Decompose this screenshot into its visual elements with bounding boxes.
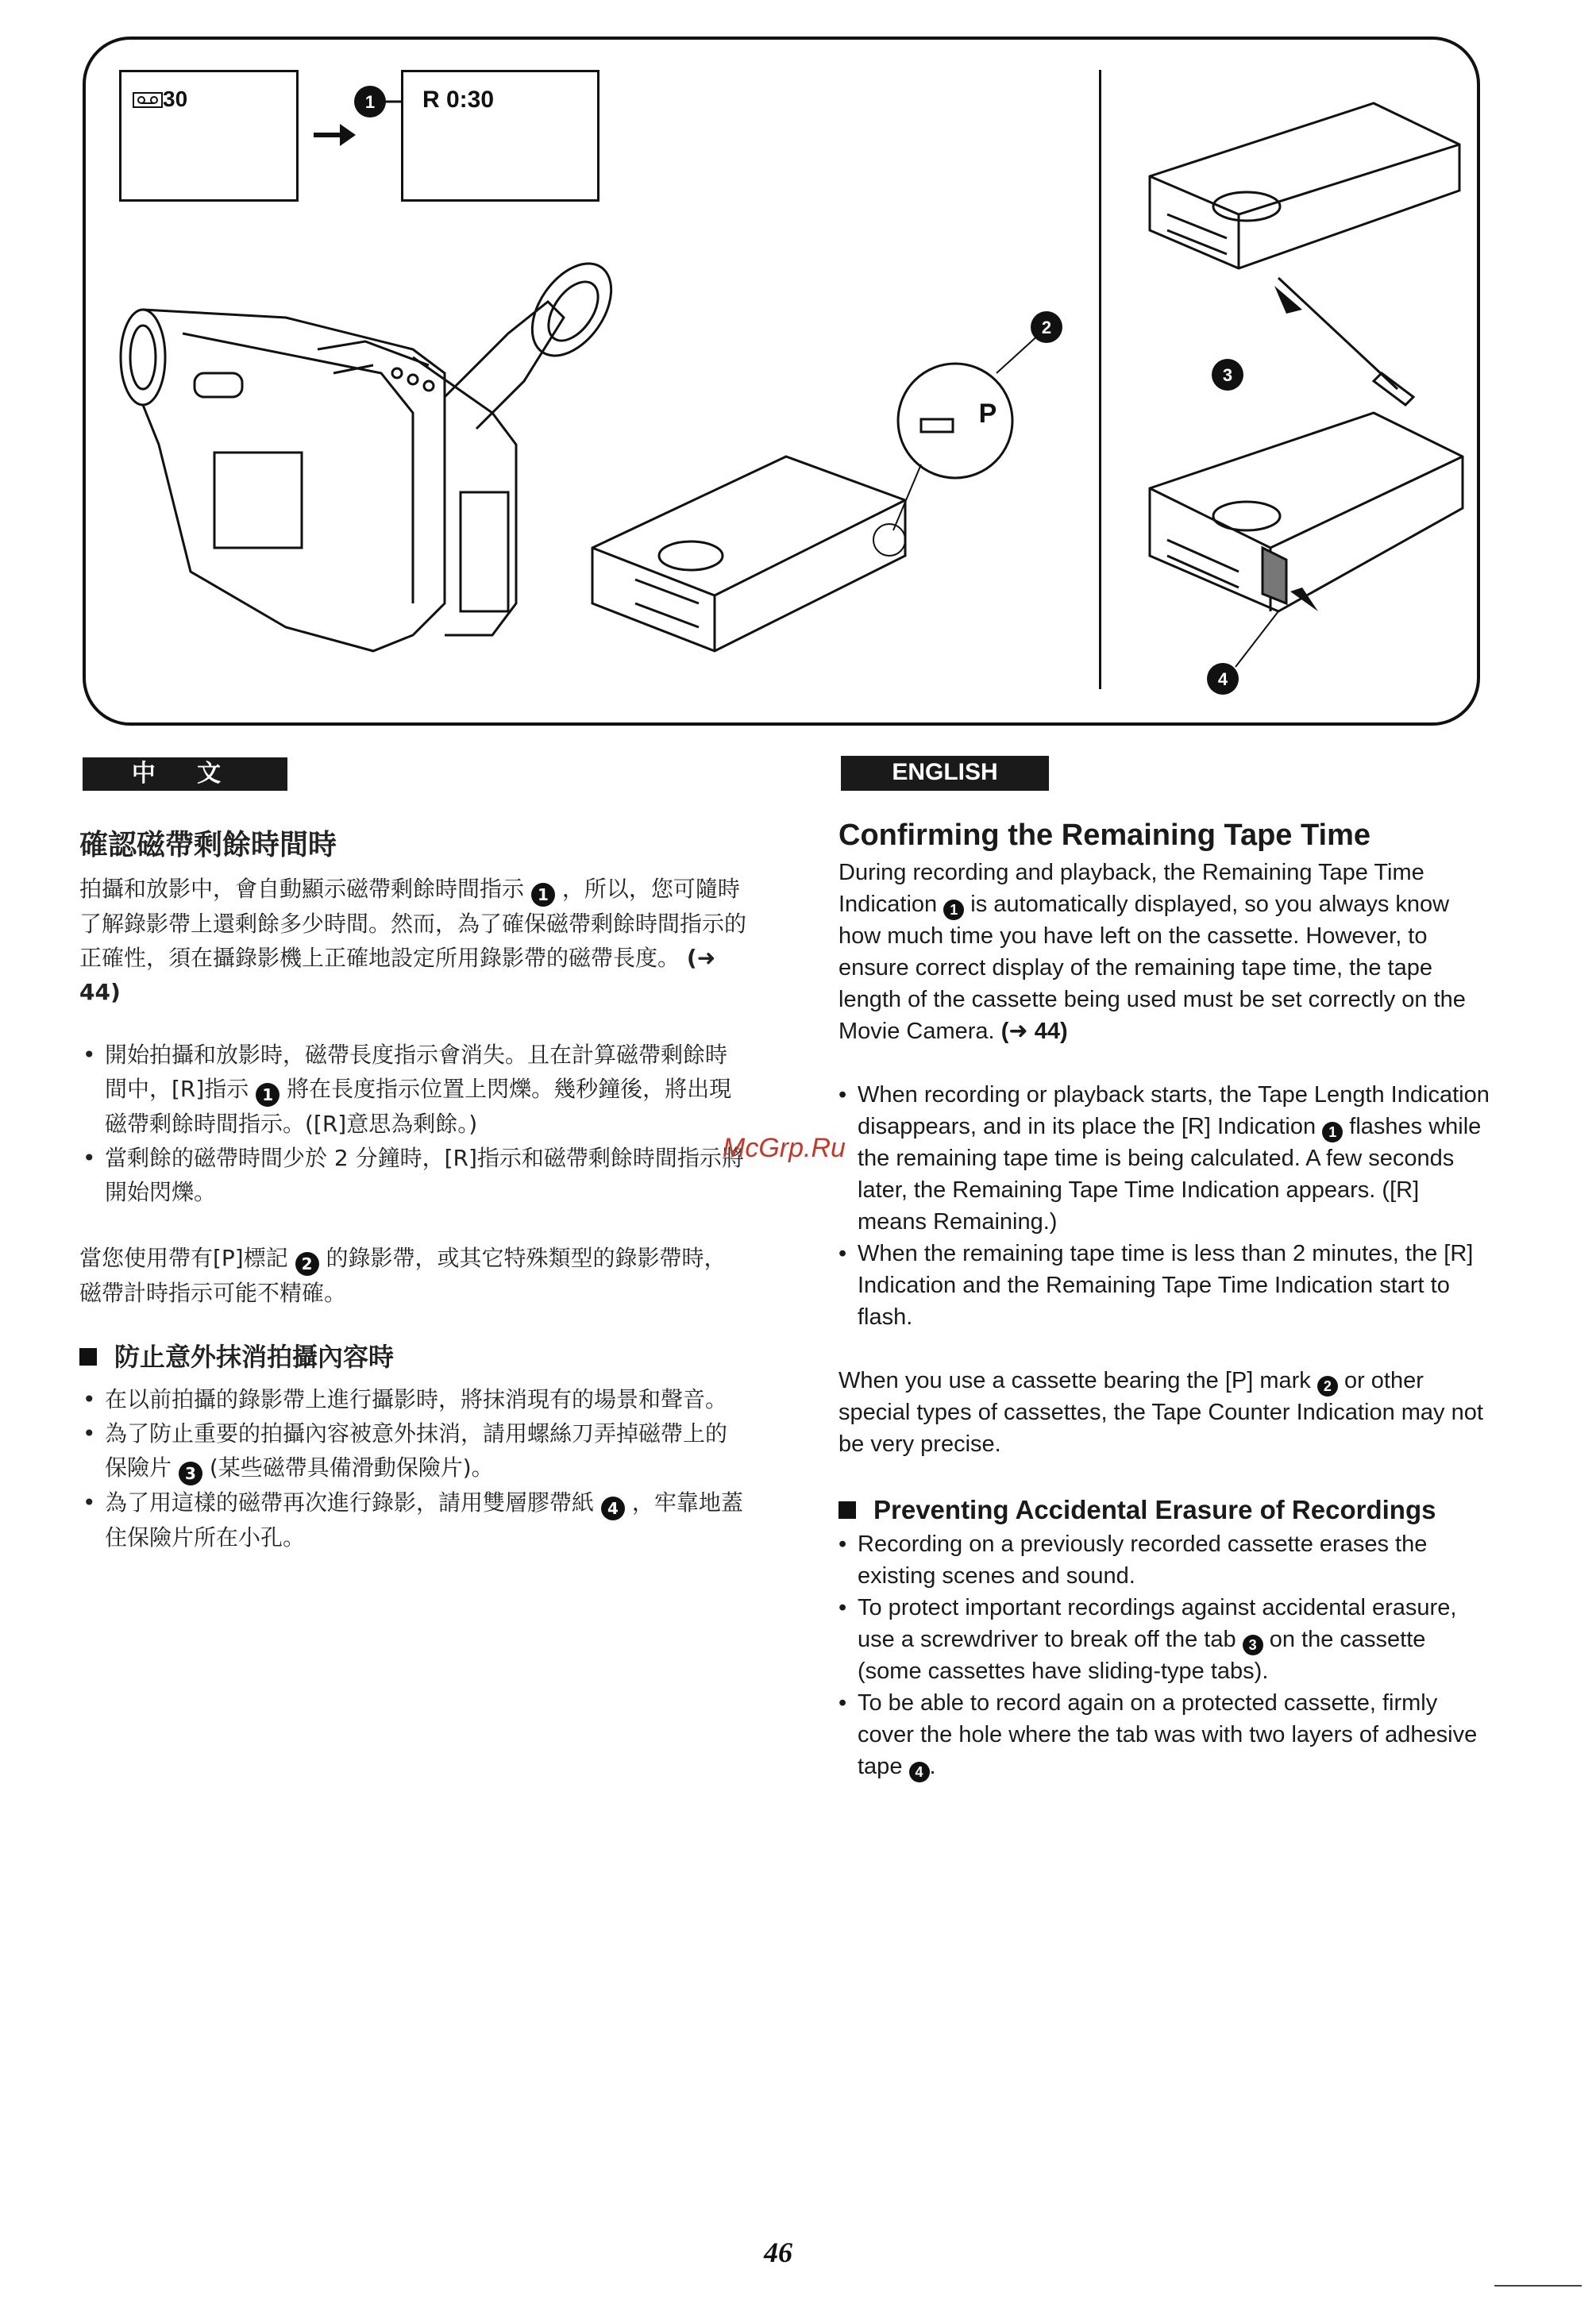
page-reference: (➜ 44): [79, 945, 716, 1005]
list-item: • To be able to record again on a protected cassette, firmly cover the hole where the tab was with two layers of adhesive tape 4 .: [838, 1687, 1490, 1782]
english-subsection-title: Preventing Accidental Erasure of Recordings: [838, 1492, 1490, 1528]
cassette-illustration-bottom-right: [1150, 413, 1463, 667]
chinese-intro-paragraph: 拍攝和放影中，會自動顯示磁帶剩餘時間指示 1 ，所以，您可隨時了解錄影帶上還剩餘多少時間。然而，為了確保磁帶剩餘時間指示的正確性，須在攝錄影機上正確地設定所用錄影帶的磁帶長度。 (➜ 44): [79, 876, 747, 1005]
english-section-badge: ENGLISH: [841, 756, 1049, 791]
p-mark-magnifier: [893, 333, 1040, 530]
chinese-erasure-list: [79, 1382, 746, 1555]
english-erasure-list: [838, 1528, 1490, 1782]
list-item: • Recording on a previously recorded cassette erases the existing scenes and sound.: [838, 1528, 1490, 1592]
chinese-column: [79, 826, 746, 1555]
callout-2-icon: 2: [295, 1252, 319, 1276]
english-bullet-list: [838, 1079, 1490, 1333]
list-item: • When the remaining tape time is less than 2 minutes, the [R] Indication and the Remaining Tape Time Indication start to flash.: [838, 1238, 1490, 1333]
lcd-after-value: R 0:30: [422, 87, 495, 113]
page-reference: (➜ 44): [1000, 1019, 1068, 1044]
camcorder-illustration: [121, 249, 627, 651]
chinese-bullet-list: [79, 1038, 746, 1209]
callout-1-label: 1: [364, 92, 376, 112]
english-title: Confirming the Remaining Tape Time: [838, 819, 1370, 852]
list-item: • 在以前拍攝的錄影帶上進行攝影時，將抹消現有的場景和聲音。: [79, 1382, 746, 1416]
callout-4-icon: 4: [601, 1497, 625, 1520]
corner-rule: [1494, 2285, 1582, 2287]
callout-2-label: 2: [1041, 318, 1052, 337]
list-item: • 開始拍攝和放影時，磁帶長度指示會消失。且在計算磁帶剩餘時間中，[R]指示 1 將在長度指示位置上閃爍。幾秒鐘後，將出現磁帶剩餘時間指示。([R]意思為剩餘。): [79, 1038, 746, 1141]
english-column: [838, 814, 1490, 1782]
callout-3-label: 3: [1222, 365, 1233, 385]
cassette-illustration-left: [592, 457, 905, 651]
chinese-section-badge: 中 文: [83, 757, 287, 791]
list-item: • When recording or playback starts, the Tape Length Indication disappears, and in its place the [R] Indication 1 flashes while the remaining tape time is being calculated. A few seconds later, the Remaining Tape Time Indication appears. ([R] means Remaining.): [838, 1079, 1490, 1238]
list-item: • 當剩餘的磁帶時間少於 2 分鐘時，[R]指示和磁帶剩餘時間指示將開始閃爍。: [79, 1141, 746, 1209]
p-mark-label: P: [978, 399, 997, 429]
callout-2-icon: 2: [1317, 1376, 1338, 1397]
callout-4-label: 4: [1217, 669, 1228, 689]
english-intro-paragraph: During recording and playback, the Remaining Tape Time Indication 1 is automatically displayed, so you always know how much time you have left on the cassette. However, to ensure correct display of the remaining tape time, the tape length of the cassette being used must be set correctly on the Movie Camera. (➜ 44): [838, 860, 1466, 1044]
list-item: • To protect important recordings against accidental erasure, use a screwdriver to break off the tab 3 on the cassette (some cassettes have sliding-type tabs).: [838, 1592, 1490, 1687]
illustration-drawing: [0, 0, 1596, 730]
chinese-subsection-title: 防止意外抹消拍攝內容時: [79, 1340, 746, 1374]
callout-1-icon: 1: [943, 900, 964, 920]
chinese-p-mark-paragraph: 當您使用帶有[P]標記 2 的錄影帶，或其它特殊類型的錄影帶時，磁帶計時指示可能不精確。: [79, 1245, 727, 1306]
cassette-illustration-top-right: [1150, 103, 1459, 405]
lcd-before-value: 30: [163, 87, 188, 111]
chinese-title: 確認磁帶剩餘時間時: [79, 829, 337, 861]
list-item: • 為了防止重要的拍攝內容被意外抹消，請用螺絲刀弄掉磁帶上的保險片 3 (某些磁帶具備滑動保險片)。: [79, 1416, 746, 1485]
page-number: 46: [764, 2237, 792, 2268]
callout-1-icon: 1: [1322, 1122, 1343, 1142]
arrow-right-icon: [314, 124, 356, 146]
callout-1-icon: 1: [531, 883, 555, 907]
list-item: • 為了用這樣的磁帶再次進行錄影，請用雙層膠帶紙 4 ，牢靠地蓋住保險片所在小孔。: [79, 1485, 746, 1555]
screwdriver-arrow-icon: [1274, 286, 1302, 314]
callout-1-icon: 1: [256, 1083, 279, 1107]
callout-4-icon: 4: [909, 1762, 930, 1782]
english-p-mark-paragraph: When you use a cassette bearing the [P] mark 2 or other special types of cassettes, the Tape Counter Indication may not be very precise.: [838, 1368, 1483, 1457]
callout-3-icon: 3: [179, 1462, 202, 1485]
callout-3-icon: 3: [1243, 1635, 1263, 1655]
watermark: McGrp.Ru: [723, 1133, 846, 1163]
